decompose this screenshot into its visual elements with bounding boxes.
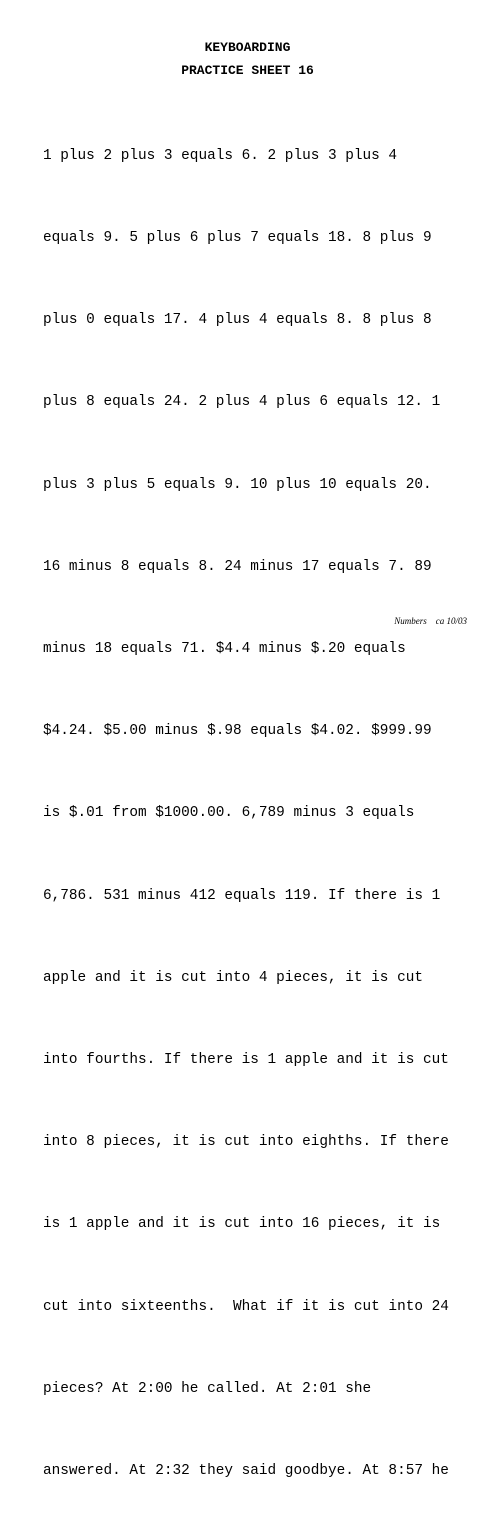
text-line: is $.01 from $1000.00. 6,789 minus 3 equals [43, 805, 415, 822]
text-line: plus 0 equals 17. 4 plus 4 equals 8. 8 plus 8 [43, 312, 432, 329]
text-line: into 8 pieces, it is cut into eighths. If there [43, 1134, 449, 1151]
text-line: plus 8 equals 24. 2 plus 4 plus 6 equals 12. 1 [43, 394, 441, 411]
page-title: KEYBOARDING [204, 40, 291, 55]
text-line: is 1 apple and it is cut into 16 pieces, it is [43, 1216, 441, 1233]
text-line: into fourths. If there is 1 apple and it is cut [43, 1052, 449, 1069]
text-line: 16 minus 8 equals 8. 24 minus 17 equals 7. 89 [43, 558, 432, 575]
text-line: answered. At 2:32 they said goodbye. At 8:57 he [43, 1463, 449, 1480]
page-footer: Numbers ca 10/03 [394, 616, 467, 626]
text-line: $4.24. $5.00 minus $.98 equals $4.02. $999.99 [43, 723, 432, 740]
page-subtitle: PRACTICE SHEET 16 [181, 63, 314, 78]
text-line: 1 plus 2 plus 3 equals 6. 2 plus 3 plus 4 [43, 147, 398, 164]
text-line: equals 9. 5 plus 6 plus 7 equals 18. 8 plus 9 [43, 230, 432, 247]
practice-text [43, 88, 493, 1513]
text-line: pieces? At 2:00 he called. At 2:01 she [43, 1380, 372, 1397]
text-line: cut into sixteenths. What if it is cut into 24 [43, 1298, 449, 1315]
text-line: plus 3 plus 5 equals 9. 10 plus 10 equals 20. [43, 476, 432, 493]
text-line: 6,786. 531 minus 412 equals 119. If there is 1 [43, 887, 441, 904]
text-line: apple and it is cut into 4 pieces, it is cut [43, 969, 423, 986]
text-line: minus 18 equals 71. $4.4 minus $.20 equals [43, 641, 406, 658]
